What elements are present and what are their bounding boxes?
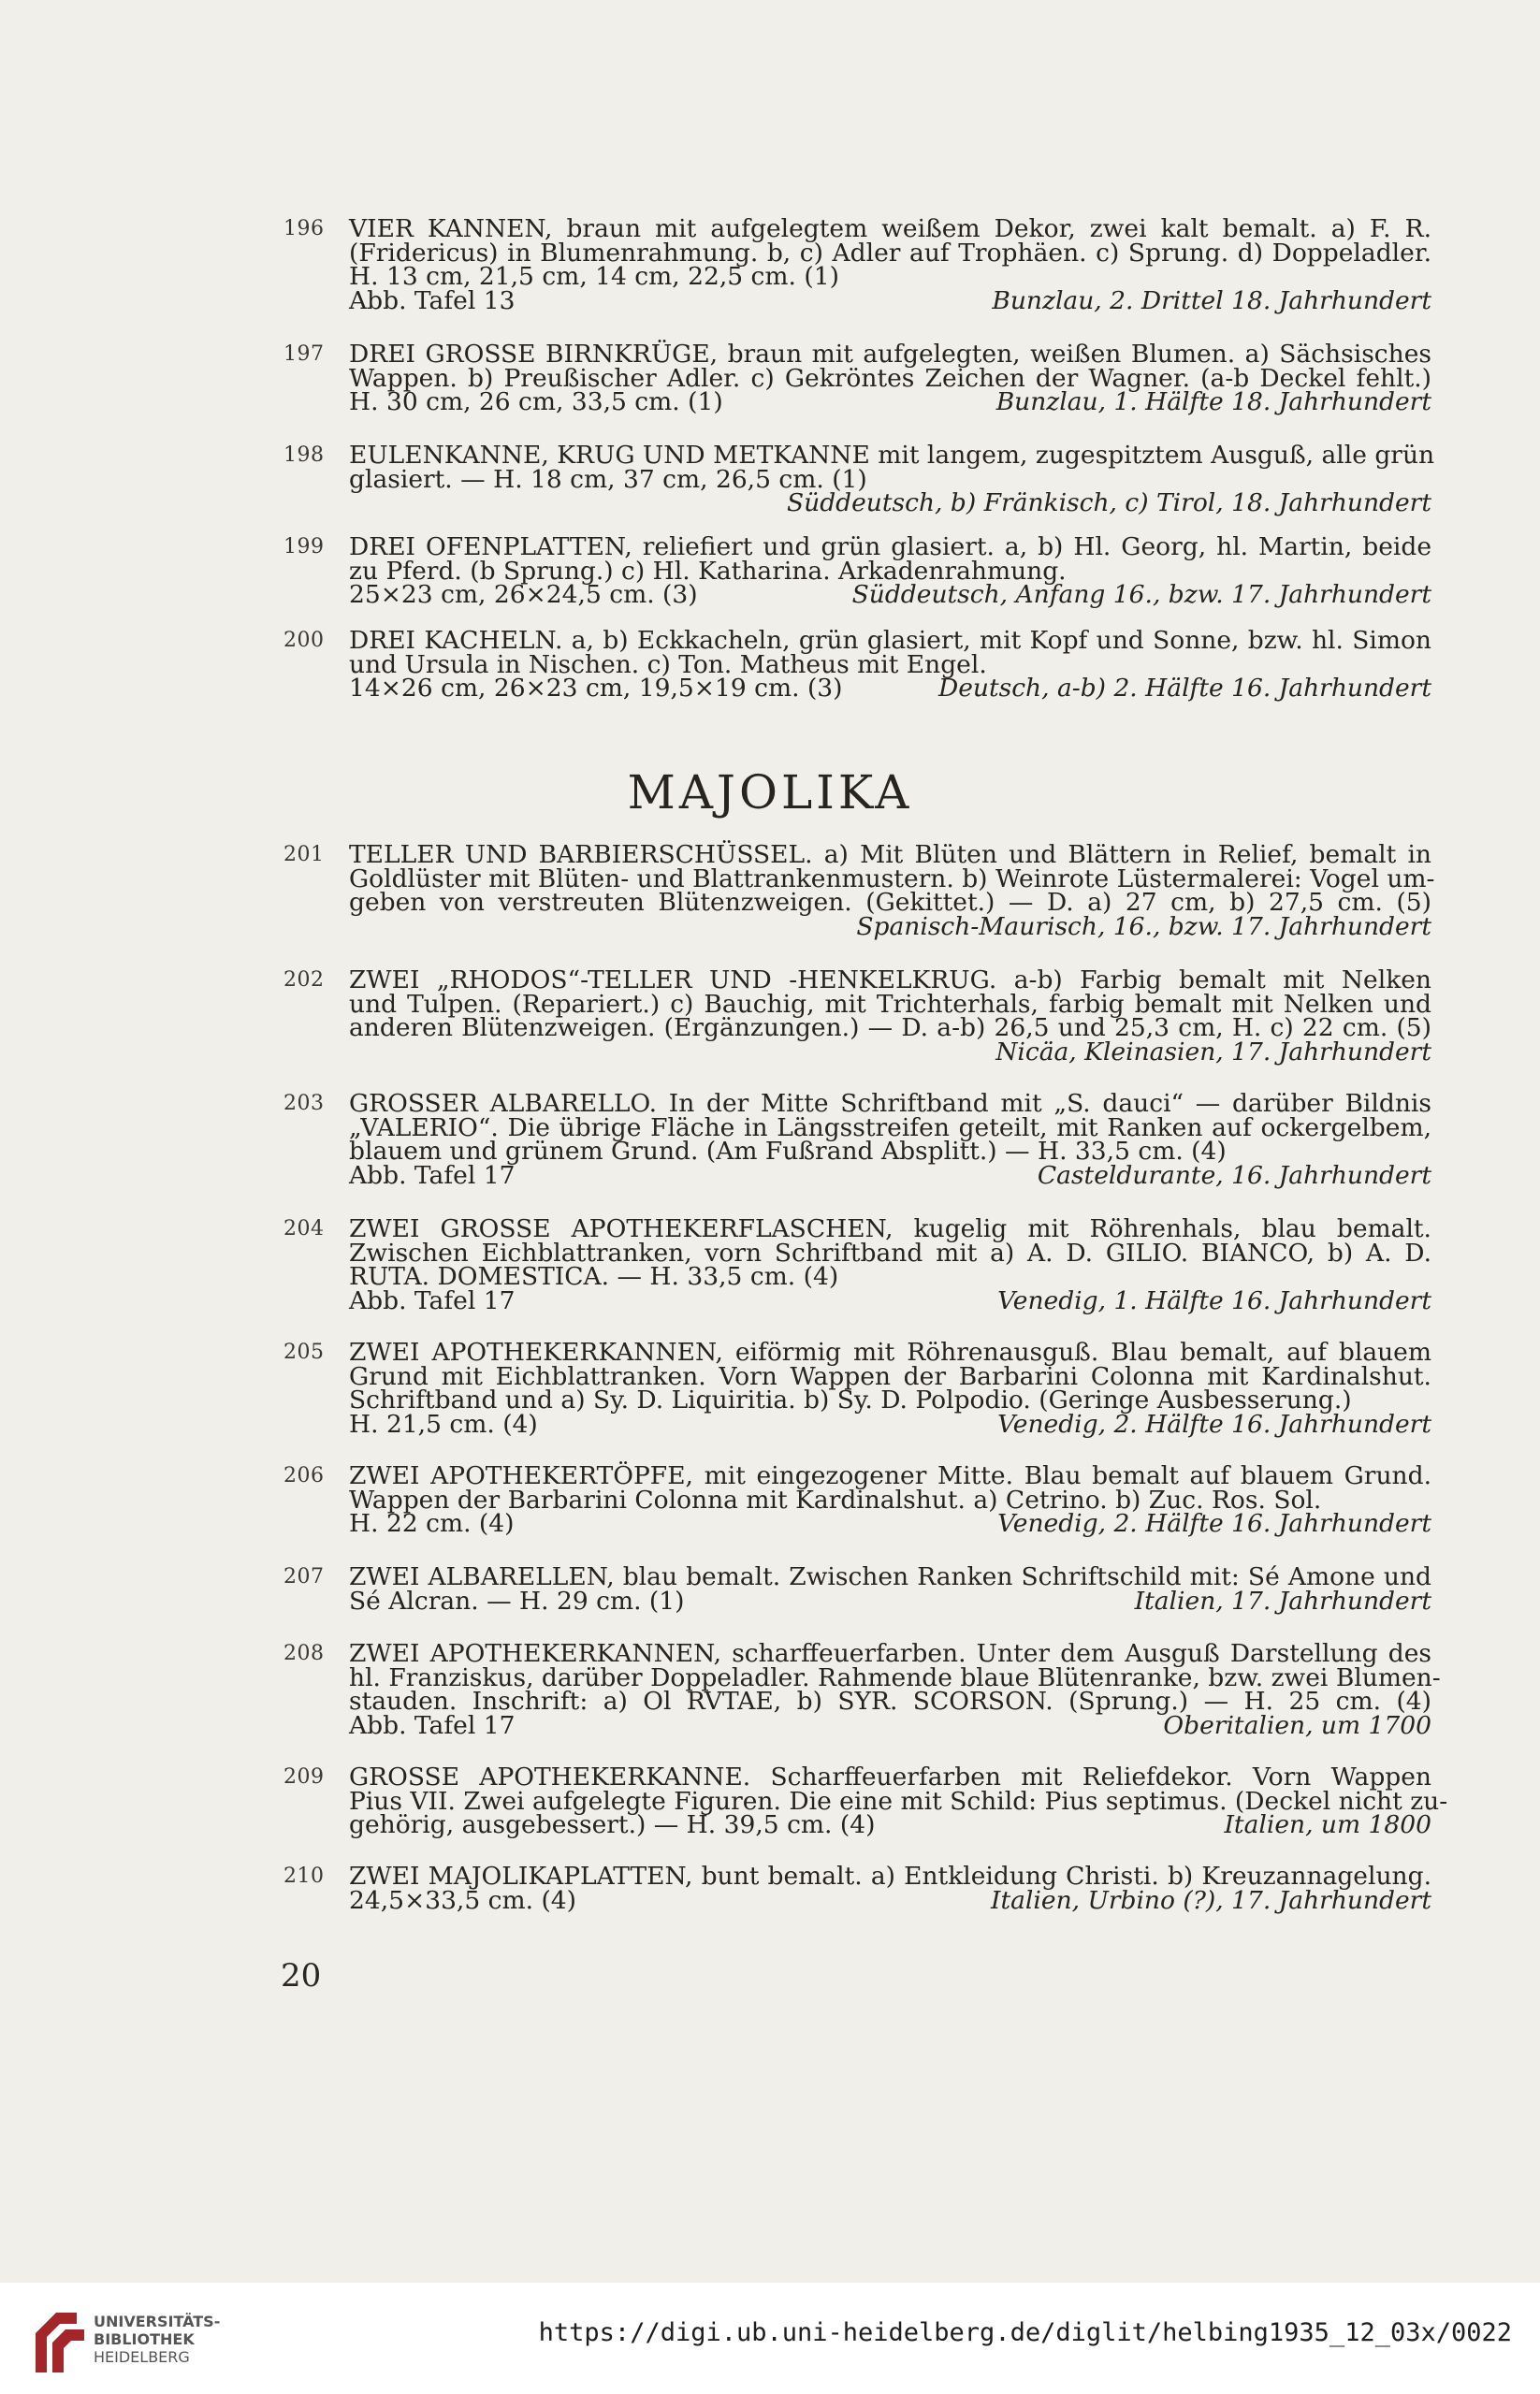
- provenance-date: Oberitalien, um 1700: [1163, 1710, 1431, 1740]
- entry-line: Schriftband und a) Sy. D. Liquiritia. b) Sy. D. Polpodio. (Geringe Ausbesserung.): [349, 1386, 1352, 1415]
- entry-line: [349, 1710, 1431, 1740]
- entry-text: [349, 965, 1431, 1066]
- provenance-date: Venedig, 2. Hälfte 16. Jahrhundert: [997, 1409, 1431, 1439]
- provenance-date: Italien, 17. Jahrhundert: [1134, 1586, 1431, 1616]
- entry-line: ZWEI GROSSE APOTHEKERFLASCHEN, kugelig mit Röhrenhals, blau bemalt.: [349, 1214, 1431, 1243]
- provenance-date: Bunzlau, 2. Drittel 18. Jahrhundert: [992, 285, 1431, 315]
- entry-text: [349, 342, 1431, 414]
- entry-line: stauden. Inschrift: a) Ol RVTAE, b) SYR. SCORSON. (Sprung.) — H. 25 cm. (4): [349, 1687, 1431, 1716]
- entry-line: anderen Blütenzweigen. (Ergänzungen.) — D. a-b) 26,5 und 25,3 cm, H. c) 22 cm. (5): [349, 1013, 1431, 1042]
- library-logo-icon: [32, 2305, 88, 2376]
- library-logo-text: [94, 2313, 220, 2366]
- entry-text: [349, 1639, 1441, 1740]
- entry-line: Pius VII. Zwei aufgelegte Figuren. Die eine mit Schild: Pius septimus. (Deckel nicht zu-: [349, 1786, 1448, 1816]
- entry-text: [349, 214, 1431, 315]
- entry-number: 196: [283, 217, 325, 240]
- entry-text: [349, 441, 1435, 517]
- entry-line: geben von verstreuten Blütenzweigen. (Gekittet.) — D. a) 27 cm, b) 27,5 cm. (5): [349, 888, 1431, 917]
- entry-line: [349, 488, 1431, 517]
- page-number: 20: [281, 1957, 322, 1995]
- provenance-date: Nicäa, Kleinasien, 17. Jahrhundert: [995, 1037, 1431, 1066]
- entry-number: 208: [283, 1642, 325, 1665]
- entry-text: [349, 1338, 1431, 1439]
- provenance-date: Casteldurante, 16. Jahrhundert: [1037, 1160, 1431, 1190]
- footer-bar: [0, 2283, 1540, 2394]
- provenance-date: Deutsch, a-b) 2. Hälfte 16. Jahrhundert: [937, 674, 1431, 703]
- entry-line: Wappen. b) Preußischer Adler. c) Gekröntes Zeichen der Wagner. (a-b Deckel fehlt.): [349, 363, 1431, 393]
- entry-line-left: H. 22 cm. (4): [349, 1509, 515, 1538]
- entry-line: [349, 1885, 1431, 1915]
- entry-number: 210: [283, 1864, 325, 1888]
- entry-line: Wappen der Barbarini Colonna mit Kardinalshut. a) Cetrino. b) Zuc. Ros. Sol.: [349, 1485, 1322, 1515]
- entry-number: 203: [283, 1092, 325, 1115]
- provenance-date: Venedig, 2. Hälfte 16. Jahrhundert: [997, 1509, 1431, 1538]
- entry-line: und Tulpen. (Repariert.) c) Bauchig, mit Trichterhals, farbig bemalt mit Nelken und: [349, 989, 1431, 1019]
- entry-line-left: H. 21,5 cm. (4): [349, 1409, 538, 1439]
- entry-line: blauem und grünem Grund. (Am Fußrand Absplitt.) — H. 33,5 cm. (4): [349, 1137, 1227, 1166]
- entry-text: [349, 840, 1435, 941]
- entry-line-left: gehörig, ausgebessert.) — H. 39,5 cm. (4): [349, 1810, 876, 1839]
- entry-line: ZWEI APOTHEKERKANNEN, scharffeuerfarben. Unter dem Ausguß Darstellung des: [349, 1639, 1431, 1668]
- logo-line-2: BIBLIOTHEK: [94, 2330, 195, 2348]
- entry-line: [349, 1586, 1431, 1616]
- entry-line-left: H. 30 cm, 26 cm, 33,5 cm. (1): [349, 387, 723, 416]
- provenance-date: Süddeutsch, b) Fränkisch, c) Tirol, 18. Jahrhundert: [786, 488, 1431, 517]
- entry-line: glasiert. — H. 18 cm, 37 cm, 26,5 cm. (1): [349, 464, 867, 494]
- entry-line: [349, 1509, 1431, 1538]
- logo-line-1: UNIVERSITÄTS-: [94, 2313, 221, 2330]
- entry-line: [349, 911, 1431, 941]
- entry-line: ZWEI ALBARELLEN, blau bemalt. Zwischen Ranken Schriftschild mit: Sé Amone und: [349, 1562, 1431, 1591]
- entry-line: ZWEI APOTHEKERTÖPFE, mit eingezogener Mitte. Blau bemalt auf blauem Grund.: [349, 1461, 1431, 1490]
- entry-line: [349, 1160, 1431, 1190]
- entry-line-left: Abb. Tafel 17: [349, 1285, 516, 1315]
- entry-text: [349, 626, 1431, 703]
- entry-line-left: 25×23 cm, 26×24,5 cm. (3): [349, 580, 698, 609]
- entry-line: DREI KACHELN. a, b) Eckkacheln, grün glasiert, mit Kopf und Sonne, bzw. hl. Simon: [349, 626, 1431, 655]
- entry-number: 207: [283, 1565, 325, 1589]
- entry-line: zu Pferd. (b Sprung.) c) Hl. Katharina. Arkadenrahmung.: [349, 556, 1067, 586]
- entry-line: und Ursula in Nischen. c) Ton. Matheus mit Engel.: [349, 649, 987, 679]
- entry-line-left: Abb. Tafel 17: [349, 1710, 516, 1740]
- entry-line: (Fridericus) in Blumenrahmung. b, c) Adler auf Trophäen. c) Sprung. d) Doppeladler.: [349, 238, 1431, 268]
- entry-text: [349, 532, 1431, 609]
- entry-text: [349, 1214, 1431, 1315]
- entry-line: [349, 1037, 1431, 1066]
- entry-line: Goldlüster mit Blüten- und Blattrankenmustern. b) Weinrote Lüstermalerei: Vogel um-: [349, 863, 1435, 893]
- provenance-date: Italien, Urbino (?), 17. Jahrhundert: [991, 1885, 1431, 1915]
- entry-line: DREI OFENPLATTEN, reliefiert und grün glasiert. a, b) Hl. Georg, hl. Martin, beide: [349, 532, 1431, 561]
- provenance-date: Venedig, 1. Hälfte 16. Jahrhundert: [997, 1285, 1431, 1315]
- entry-line: DREI GROSSE BIRNKRÜGE, braun mit aufgelegten, weißen Blumen. a) Sächsisches: [349, 340, 1431, 369]
- entry-number: 199: [283, 535, 325, 559]
- entry-number: 202: [283, 968, 325, 992]
- entry-text: [349, 1089, 1431, 1190]
- entry-line: Zwischen Eichblattranken, vorn Schriftband mit a) A. D. GILIO. BIANCO, b) A. D.: [349, 1238, 1431, 1268]
- entry-line-left: Abb. Tafel 17: [349, 1160, 516, 1190]
- entry-text: [349, 1562, 1431, 1616]
- entry-line-left: Sé Alcran. — H. 29 cm. (1): [349, 1586, 685, 1616]
- provenance-date: Bunzlau, 1. Hälfte 18. Jahrhundert: [995, 387, 1431, 416]
- entry-line: „VALERIO“. Die übrige Fläche in Längsstreifen geteilt, mit Ranken auf ockergelbem,: [349, 1112, 1431, 1142]
- entry-line: GROSSER ALBARELLO. In der Mitte Schriftband mit „S. dauci“ — darüber Bildnis: [349, 1089, 1431, 1118]
- entry-number: 206: [283, 1464, 325, 1487]
- entry-text: [349, 1862, 1431, 1915]
- entry-line: [349, 580, 1431, 609]
- provenance-date: Spanisch-Maurisch, 16., bzw. 17. Jahrhundert: [856, 911, 1431, 941]
- entry-number: 200: [283, 629, 325, 652]
- logo-line-3: HEIDELBERG: [94, 2348, 190, 2366]
- entry-number: 201: [283, 843, 325, 866]
- entry-line: ZWEI APOTHEKERKANNEN, eiförmig mit Röhrenausguß. Blau bemalt, auf blauem: [349, 1338, 1431, 1367]
- entry-line: GROSSE APOTHEKERKANNE. Scharffeuerfarben mit Reliefdekor. Vorn Wappen: [349, 1763, 1431, 1792]
- entry-number: 205: [283, 1341, 325, 1364]
- entry-line: [349, 387, 1431, 416]
- provenance-date: Italien, um 1800: [1224, 1810, 1431, 1839]
- entry-line: [349, 1810, 1431, 1839]
- entry-line: VIER KANNEN, braun mit aufgelegtem weißem Dekor, zwei kalt bemalt. a) F. R.: [349, 214, 1431, 243]
- source-url-link[interactable]: https://digi.ub.uni-heidelberg.de/diglit/helbing1935_12_03x/0022: [538, 2318, 1512, 2347]
- provenance-date: Süddeutsch, Anfang 16., bzw. 17. Jahrhundert: [851, 580, 1431, 609]
- entry-line: [349, 1409, 1431, 1439]
- entry-line: RUTA. DOMESTICA. — H. 33,5 cm. (4): [349, 1262, 839, 1291]
- entry-line-left: 24,5×33,5 cm. (4): [349, 1885, 576, 1915]
- entry-line-left: Abb. Tafel 13: [349, 285, 516, 315]
- entry-number: 209: [283, 1765, 325, 1789]
- entry-line: [349, 285, 1431, 315]
- entry-line: ZWEI „RHODOS“-TELLER UND -HENKELKRUG. a-b) Farbig bemalt mit Nelken: [349, 965, 1431, 994]
- entry-line: [349, 676, 1431, 701]
- entry-line-left: 14×26 cm, 26×23 cm, 19,5×19 cm. (3): [349, 674, 843, 703]
- entry-line: [349, 1285, 1431, 1315]
- entry-line: Grund mit Eichblattranken. Vorn Wappen der Barbarini Colonna mit Kardinalshut.: [349, 1361, 1431, 1391]
- entry-number: 197: [283, 342, 325, 366]
- entry-line: EULENKANNE, KRUG UND METKANNE mit langem, zugespitztem Ausguß, alle grün: [349, 441, 1435, 470]
- section-heading: MAJOLIKA: [627, 765, 913, 820]
- entry-text: [349, 1763, 1448, 1839]
- entry-line: ZWEI MAJOLIKAPLATTEN, bunt bemalt. a) Entkleidung Christi. b) Kreuzannagelung.: [349, 1862, 1431, 1891]
- entry-line: H. 13 cm, 21,5 cm, 14 cm, 22,5 cm. (1): [349, 262, 839, 291]
- entry-line: TELLER UND BARBIERSCHÜSSEL. a) Mit Blüten und Blättern in Relief, bemalt in: [349, 840, 1431, 869]
- entry-number: 198: [283, 443, 325, 467]
- entry-line: hl. Franziskus, darüber Doppeladler. Rahmende blaue Blütenranke, bzw. zwei Blumen-: [349, 1662, 1441, 1692]
- entry-text: [349, 1461, 1431, 1538]
- entry-number: 204: [283, 1217, 325, 1241]
